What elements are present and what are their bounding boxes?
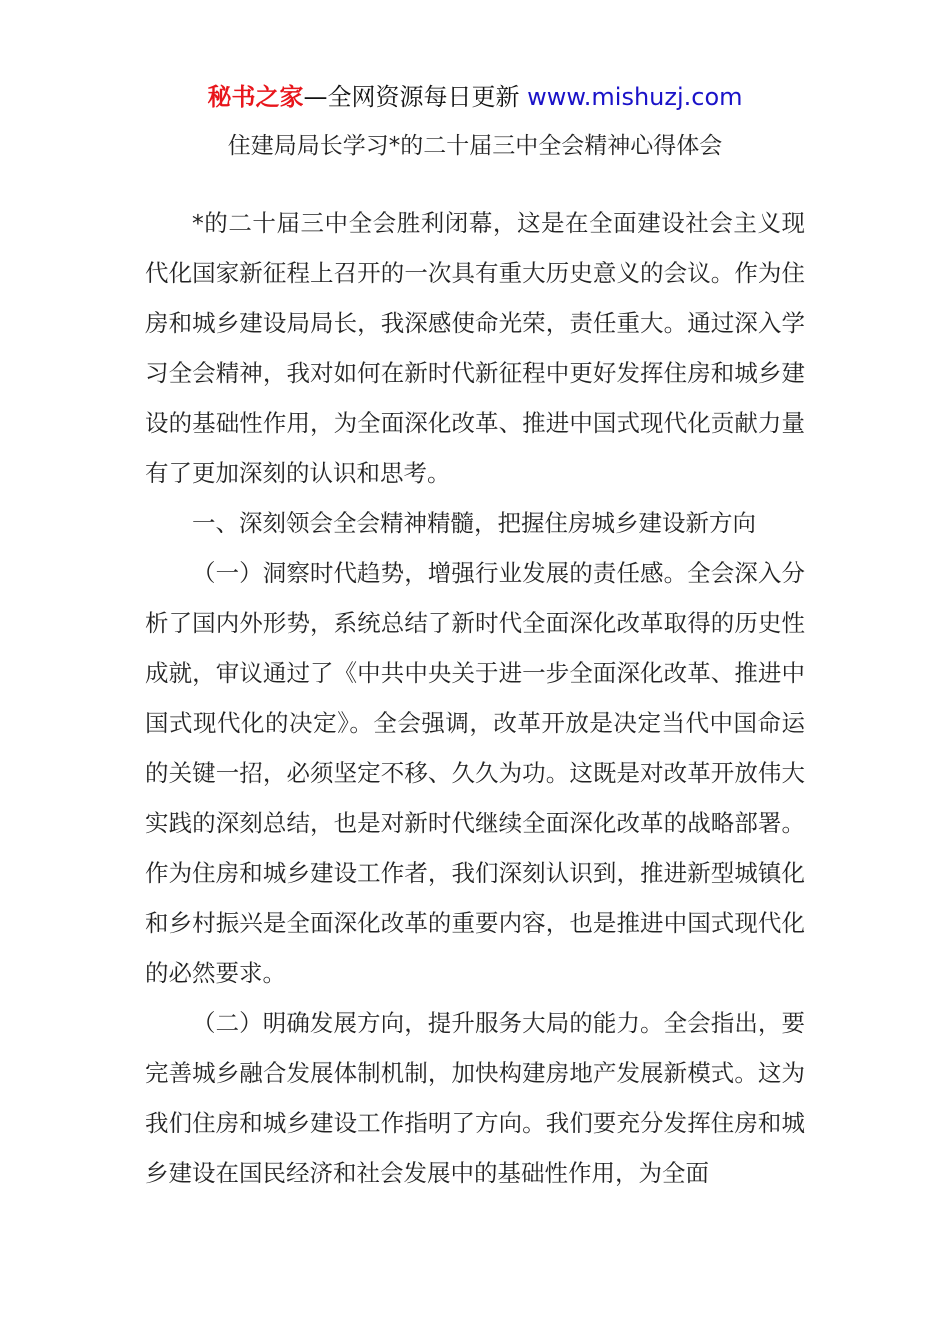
paragraph-subsection-2: （二）明确发展方向，提升服务大局的能力。全会指出，要完善城乡融合发展体制机制，加快构建房地产发展新模式。这为我们住房和城乡建设工作指明了方向。我们要充分发挥住房和城乡建设在国民经济和社会发展中的基础性作用，为全面 (145, 1009, 805, 1187)
document-body (145, 198, 805, 1198)
paragraph-intro: *的二十届三中全会胜利闭幕，这是在全面建设社会主义现代化国家新征程上召开的一次具有重大历史意义的会议。作为住房和城乡建设局局长，我深感使命光荣，责任重大。通过深入学习全会精神，我对如何在新时代新征程中更好发挥住房和城乡建设的基础性作用，为全面深化改革、推进中国式现代化贡献力量有了更加深刻的认识和思考。 (145, 209, 805, 487)
brand-name: 秘书之家 (207, 83, 304, 111)
document-title: 住建局局长学习*的二十届三中全会精神心得体会 (227, 133, 723, 159)
paragraph-subsection-1: （一）洞察时代趋势，增强行业发展的责任感。全会深入分析了国内外形势，系统总结了新时代全面深化改革取得的历史性成就，审议通过了《中共中央关于进一步全面深化改革、推进中国式现代化的决定》。全会强调，改革开放是决定当代中国命运的关键一招，必须坚定不移、久久为功。这既是对改革开放伟大实践的深刻总结，也是对新时代继续全面深化改革的战略部署。作为住房和城乡建设工作者，我们深刻认识到，推进新型城镇化和乡村振兴是全面深化改革的重要内容，也是推进中国式现代化的必然要求。 (145, 559, 805, 987)
banner-tagline: —全网资源每日更新 (303, 83, 528, 111)
site-banner (0, 80, 950, 114)
site-url-link[interactable]: www.mishuzj.com (527, 83, 743, 111)
section-heading-1: 一、深刻领会全会精神精髓，把握住房城乡建设新方向 (192, 509, 756, 537)
